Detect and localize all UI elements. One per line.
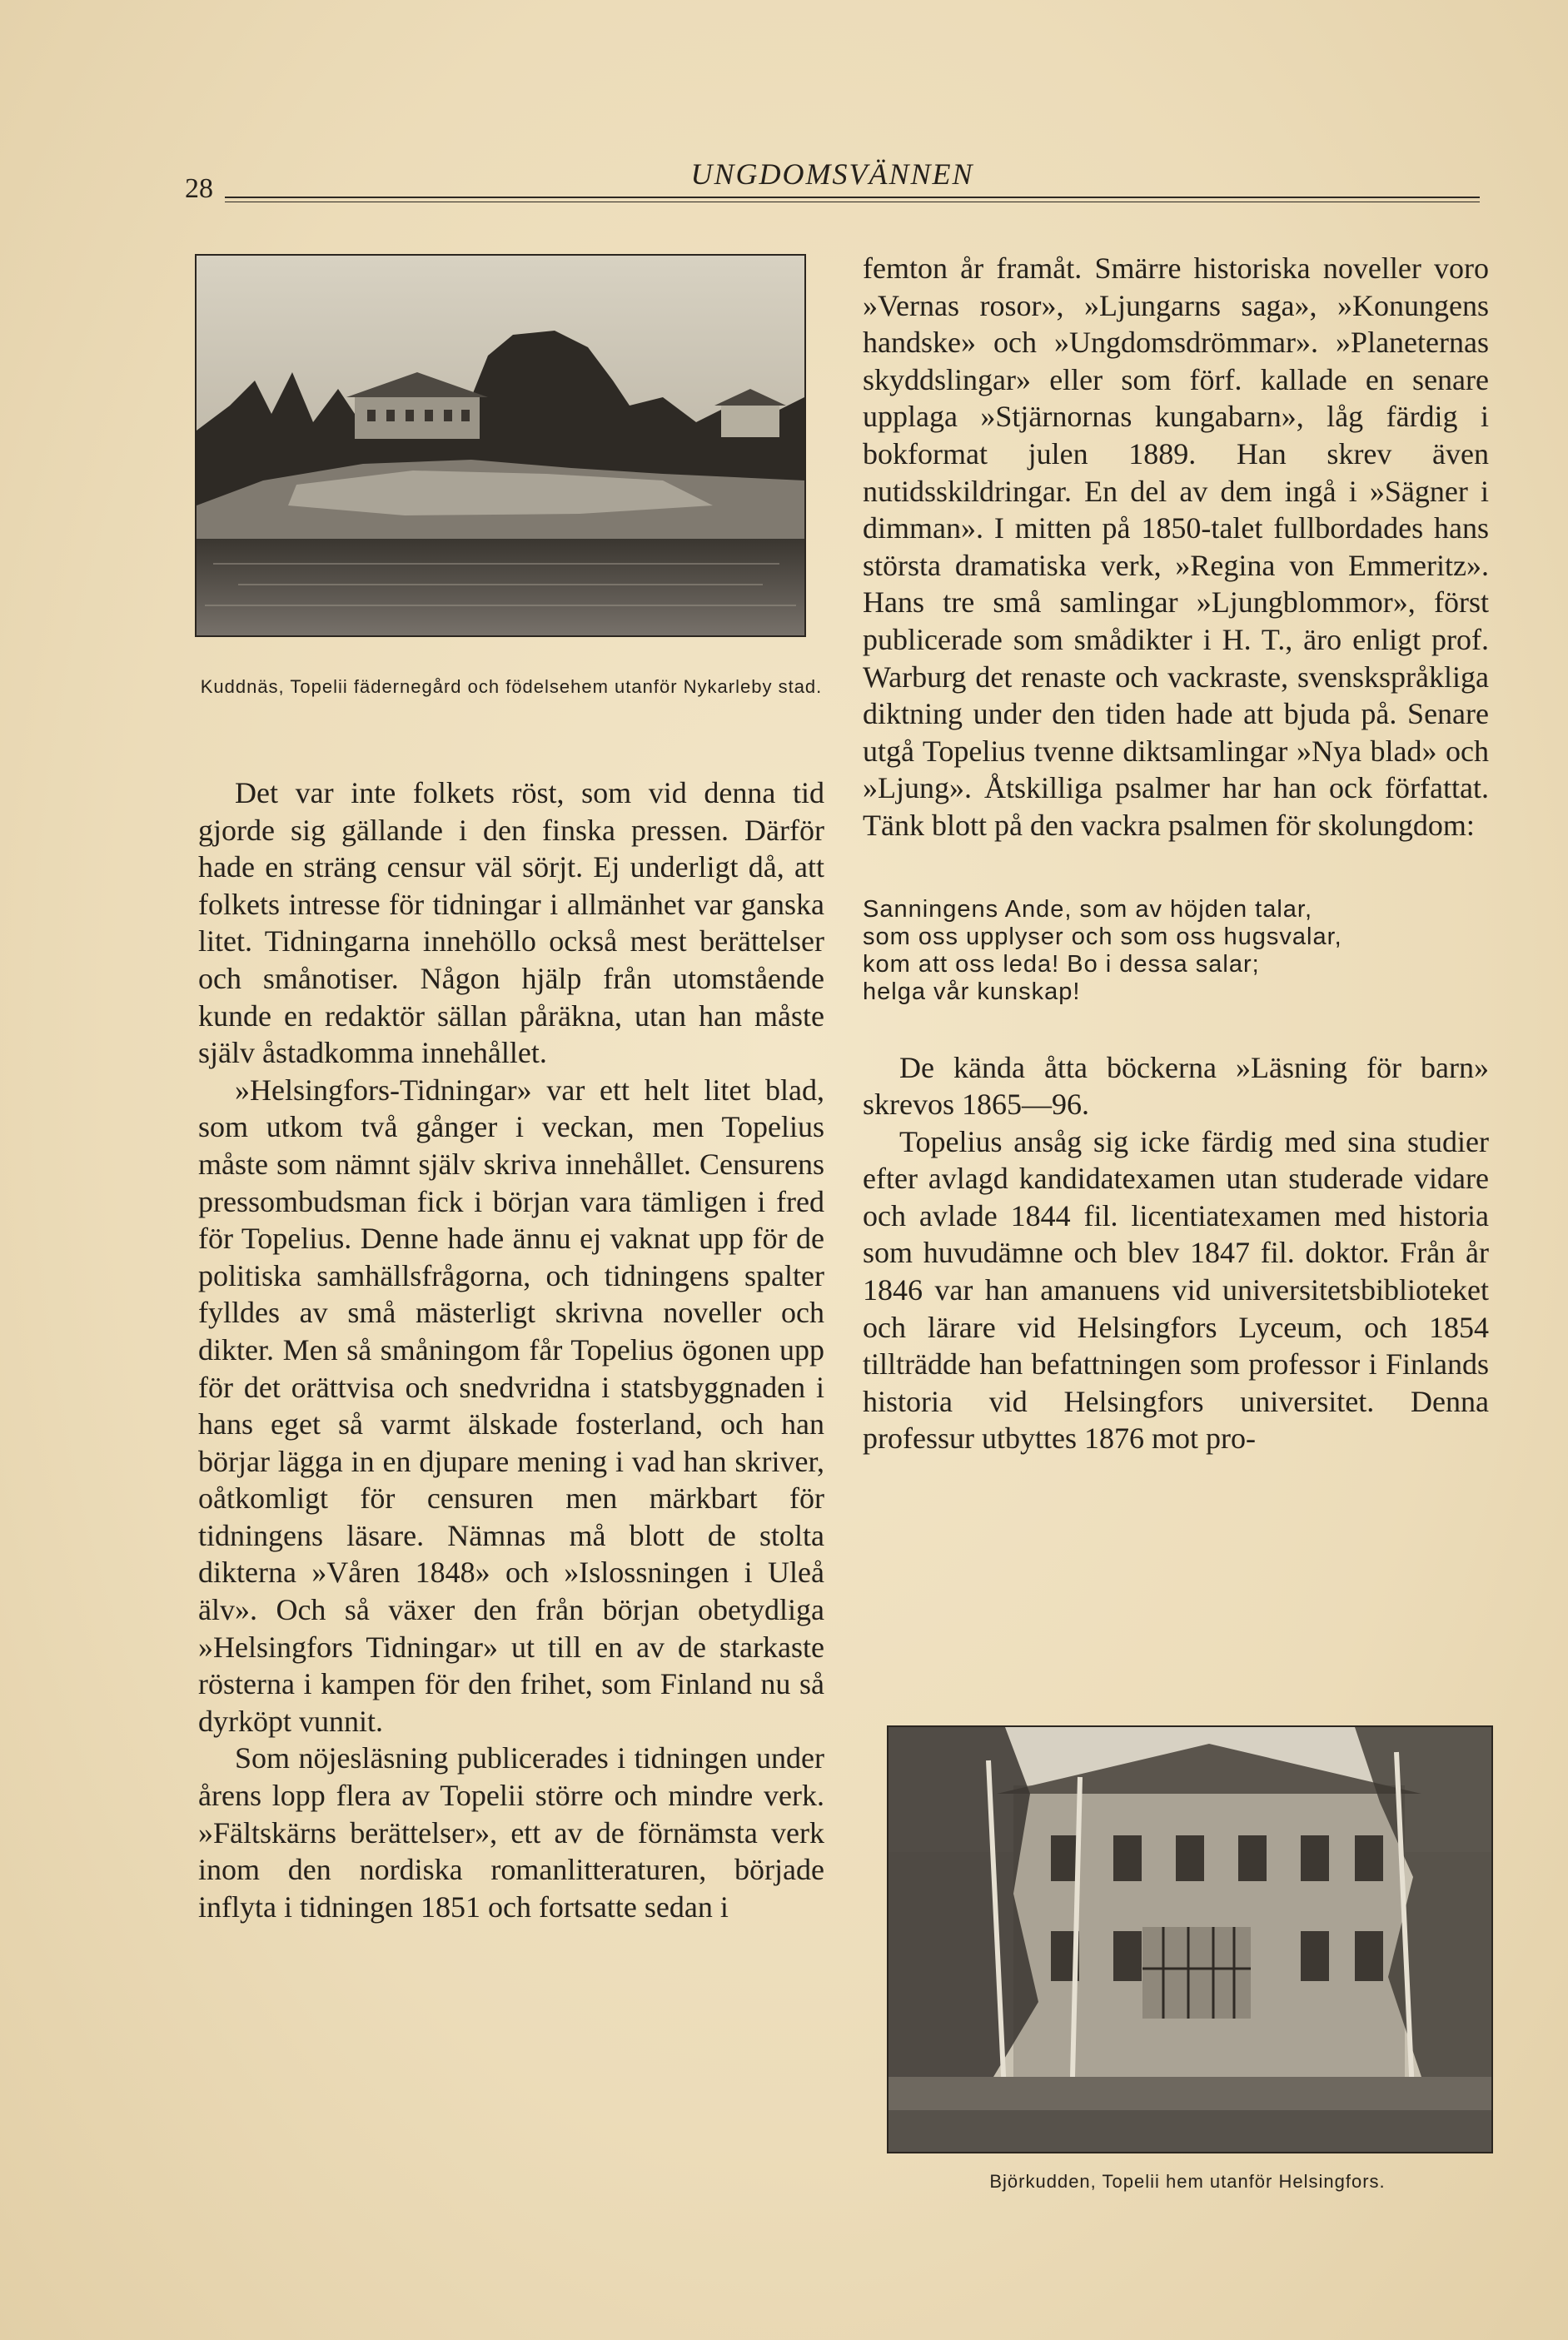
kuddnas-caption: Kuddnäs, Topelii fädernegård och födelsehem utanför Nykarleby stad.: [200, 676, 823, 697]
paragraph: »Helsingfors-Tidningar» var ett helt litet blad, som utkom två gånger i veckan, men Topelius måste som nämnt själv skriva innehållet. Censurens pressombudsman fick i början vara tämligen i fred för Topelius. Denne hade ännu ej vaknat upp för de politiska samhällsfrågorna, och tidningens spalter fylldes av små mästerligt skrivna noveller och dikter. Men så småningom får Topelius ögonen upp för det orättvisa och snedvridna i statsbyggnaden i hans eget så varmt älskade fosterland, och han börjar lägga in en djupare mening i vad han skriver, oåtkomligt för censuren men märkbart för tidningens läsare. Nämnas må blott de stolta dikterna »Våren 1848» och »Islossningen i Uleå älv». Och så växer den från början obetydliga »Helsingfors Tidningar» ut till en av de starkaste rösterna i kampen för den frihet, som Finland nu så dyrköpt vunnit.: [198, 1073, 824, 1738]
page-number: 28: [185, 173, 213, 204]
kuddnas-photo: [195, 254, 806, 637]
paragraph: Som nöjesläsning publicerades i tidningen under årens lopp flera av Topelii större och mindre verk. »Fältskärns berättelser», ett av de förnämsta verk inom den nordiska romanlitteraturen, började inflyta i tidningen 1851 och fortsatte sedan i: [198, 1741, 824, 1924]
running-title: UNGDOMSVÄNNEN: [690, 157, 974, 191]
header-rule: [225, 197, 1480, 198]
verse-line: kom att oss leda! Bo i dessa salar;: [863, 950, 1260, 978]
paragraph: Topelius ansåg sig icke färdig med sina studier efter avlagd kandidatexamen utan studerade vidare och avlade 1844 fil. licentiatexamen med historia som huvudämne och blev 1847 fil. doktor. Från år 1846 var han amanuens vid universitetsbiblioteket och lärare vid Helsingfors Lyceum, och 1854 tillträdde han befattningen som professor i Finlands historia vid Helsingfors universitet. Denna professur utbyttes 1876 mot pro-: [863, 1124, 1489, 1456]
paragraph: De kända åtta böckerna »Läsning för barn» skrevos 1865—96.: [863, 1050, 1489, 1122]
kuddnas-photo-drawing: [197, 256, 804, 635]
verse-line: Sanningens Ande, som av höjden talar,: [863, 895, 1313, 923]
right-column: [863, 250, 1489, 1457]
verse-line: som oss upplyser och som oss hugsvalar,: [863, 923, 1342, 950]
bjorkudden-photo: [887, 1725, 1493, 2153]
page-header: [185, 150, 1480, 208]
paragraph: Det var inte folkets röst, som vid denna tid gjorde sig gällande i den finska pressen. Därför hade en sträng censur väl sörjt. Ej underligt då, att folkets intresse för tidningar i allmänhet var ganska litet. Tidningarna innehöllo också mest berättelser och smånotiser. Någon hjälp från utomstående kunde en redaktör sällan påräkna, utan han måste själv åstadkomma innehållet.: [198, 776, 824, 1070]
bjorkudden-photo-drawing: [889, 1727, 1491, 2152]
left-column: [198, 774, 824, 1925]
bjorkudden-caption: Björkudden, Topelii hem utanför Helsingfors.: [989, 2171, 1386, 2192]
psalm-verse: [863, 896, 1489, 1006]
paragraph: femton år framåt. Smärre historiska noveller voro »Vernas rosor», »Ljungarns saga», »Konungens handske» och »Ungdomsdrömmar». »Planeternas skyddslingar» eller som förf. kallade en senare upplaga »Stjärnornas kungabarn», låg färdig i bokformat julen 1889. Han skrev även nutidsskildringar. En del av dem ingå i »Sägner i dimman». I mitten på 1850-talet fullbordades hans största dramatiska verk, »Regina von Emmeritz». Hans tre små samlingar »Ljungblommor», först publicerade som smådikter i H. T., äro enligt prof. Warburg det renaste och vackraste, svenskspråkliga diktning under den tiden hade att bjuda på. Senare utgå Topelius tvenne diktsamlingar »Nya blad» och »Ljung». Åtskilliga psalmer har han ock författat. Tänk blott på den vackra psalmen för skolungdom:: [863, 251, 1489, 842]
verse-line: helga vår kunskap!: [863, 978, 1081, 1005]
